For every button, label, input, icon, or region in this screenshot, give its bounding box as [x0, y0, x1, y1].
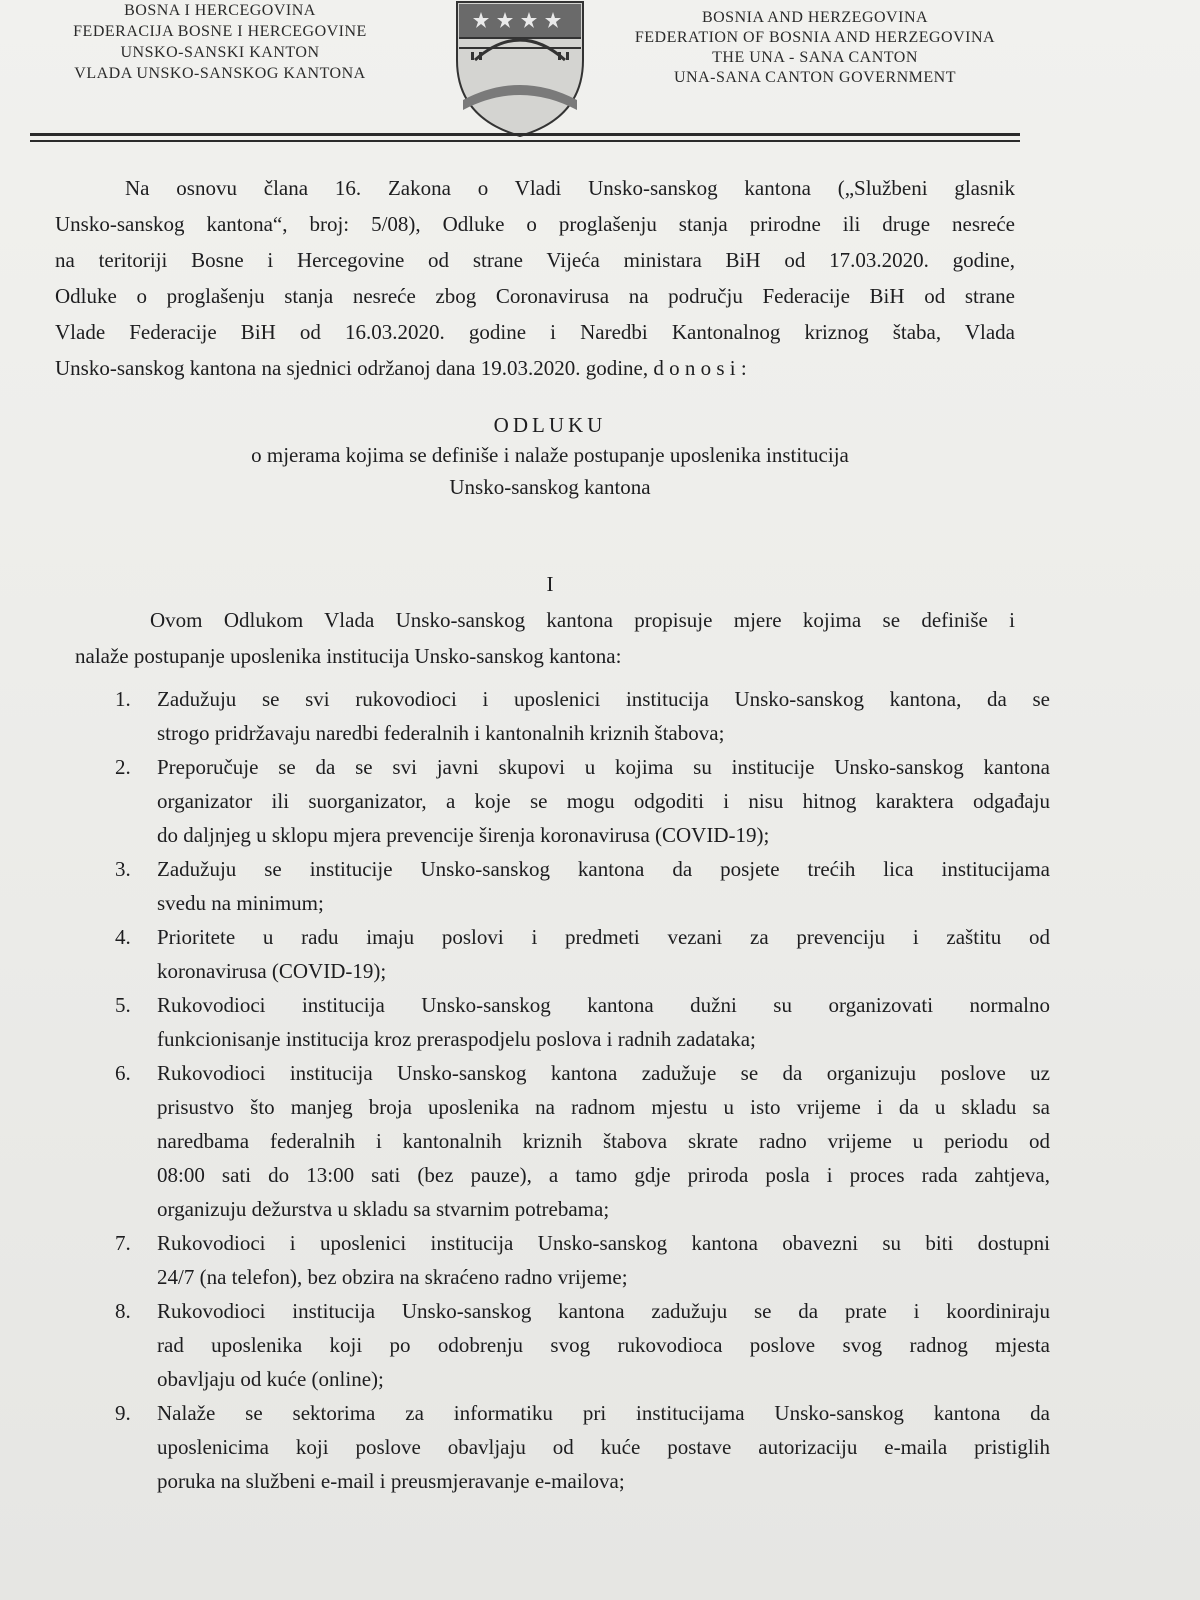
- measure-line: do daljnjeg u sklopu mjera prevencije širenja koronavirusa (COVID-19);: [157, 823, 770, 847]
- preamble: [55, 170, 1015, 386]
- measure-line: poruka na službeni e-mail i preusmjeravanje e-mailova;: [157, 1469, 625, 1493]
- header-left: [55, 0, 385, 84]
- measures-list: [115, 682, 1050, 1498]
- measure-item: [115, 1294, 1050, 1396]
- header-left-line: BOSNA I HERCEGOVINA: [124, 2, 316, 19]
- preamble-line: Unsko-sanskog kantona“, broj: 5/08), Odluke o proglašenju stanja prirodne ili druge nesreće: [55, 212, 1015, 236]
- measure-number: 6.: [115, 1061, 131, 1085]
- preamble-line: Odluke o proglašenju stanja nesreće zbog Coronavirusa na području Federacije BiH od strane: [55, 284, 1015, 308]
- measure-number: 1.: [115, 687, 131, 711]
- header-left-line: FEDERACIJA BOSNE I HERCEGOVINE: [73, 23, 367, 40]
- header-right-line: UNA-SANA CANTON GOVERNMENT: [673, 69, 957, 86]
- header-right: [620, 8, 1010, 88]
- section-intro-line: Ovom Odlukom Vlada Unsko-sanskog kantona propisuje mjere kojima se definiše i: [150, 608, 1015, 632]
- measure-number: 3.: [115, 857, 131, 881]
- header-left-line: UNSKO-SANSKI KANTON: [120, 44, 320, 61]
- decision-title: ODLUKU: [493, 413, 607, 437]
- preamble-line: Unsko-sanskog kantona na sjednici održanoj dana 19.03.2020. godine, d o n o s i :: [55, 356, 747, 380]
- measure-line: naredbama federalnih i kantonalnih kriznih štabova skrate radno vrijeme u periodu od: [157, 1129, 1050, 1153]
- preamble-line: Na osnovu člana 16. Zakona o Vladi Unsko-sanskog kantona („Službeni glasnik: [125, 176, 1015, 200]
- header-divider-thick: [30, 133, 1020, 136]
- measure-number: 5.: [115, 993, 131, 1017]
- decision-subtitle: Unsko-sanskog kantona: [449, 475, 651, 499]
- measure-line: 24/7 (na telefon), bez obzira na skraćeno radno vrijeme;: [157, 1265, 628, 1289]
- measure-line: obavljaju od kuće (online);: [157, 1367, 384, 1391]
- section-intro: [75, 602, 1015, 674]
- measure-line: Nalaže se sektorima za informatiku pri institucijama Unsko-sanskog kantona da: [157, 1401, 1050, 1425]
- measure-item: [115, 750, 1050, 852]
- measure-line: funkcionisanje institucija kroz preraspodjelu poslova i radnih zadataka;: [157, 1027, 756, 1051]
- header-divider-thin: [30, 140, 1020, 142]
- measure-line: Zadužuju se svi rukovodioci i uposlenici institucija Unsko-sanskog kantona, da se: [157, 687, 1050, 711]
- measure-number: 2.: [115, 755, 131, 779]
- measure-item: [115, 852, 1050, 920]
- measure-line: uposlenicima koji poslove obavljaju od kuće postave autorizaciju e-maila pristiglih: [157, 1435, 1050, 1459]
- measure-line: organizuju dežurstva u skladu sa stvarnim potrebama;: [157, 1197, 610, 1221]
- measure-line: svedu na minimum;: [157, 891, 324, 915]
- measure-line: Zadužuju se institucije Unsko-sanskog kantona da posjete trećih lica institucijama: [157, 857, 1050, 881]
- measure-line: 08:00 sati do 13:00 sati (bez pauze), a tamo gdje priroda posla i proces rada zahtjeva,: [157, 1163, 1050, 1187]
- decision-subtitle: o mjerama kojima se definiše i nalaže postupanje uposlenika institucija: [251, 443, 849, 467]
- preamble-line: na teritoriji Bosne i Hercegovine od strane Vijeća ministara BiH od 17.03.2020. godine,: [55, 248, 1015, 272]
- measure-number: 7.: [115, 1231, 131, 1255]
- measure-line: organizator ili suorganizator, a koje se mogu odgoditi i nisu hitnog karaktera odgađaju: [157, 789, 1050, 813]
- measure-item: [115, 1226, 1050, 1294]
- measure-number: 4.: [115, 925, 131, 949]
- measure-line: Rukovodioci institucija Unsko-sanskog kantona zadužuje se da organizuju poslove uz: [157, 1061, 1050, 1085]
- measure-item: [115, 682, 1050, 750]
- measure-number: 9.: [115, 1401, 131, 1425]
- measure-line: Prioritete u radu imaju poslovi i predmeti vezani za prevenciju i zaštitu od: [157, 925, 1050, 949]
- measure-line: Rukovodioci institucija Unsko-sanskog kantona dužni su organizovati normalno: [157, 993, 1050, 1017]
- measure-line: Rukovodioci institucija Unsko-sanskog kantona zadužuju se da prate i koordiniraju: [157, 1299, 1050, 1323]
- header-right-line: BOSNIA AND HERZEGOVINA: [701, 9, 929, 26]
- header-right-line: FEDERATION OF BOSNIA AND HERZEGOVINA: [634, 29, 996, 46]
- measure-item: [115, 988, 1050, 1056]
- measure-line: prisustvo što manjeg broja uposlenika na radnom mjestu u isto vrijeme i da u skladu sa: [157, 1095, 1050, 1119]
- measure-line: Preporučuje se da se svi javni skupovi u kojima su institucije Unsko-sanskog kantona: [157, 755, 1050, 779]
- measure-line: strogo pridržavaju naredbi federalnih i kantonalnih kriznih štabova;: [157, 721, 725, 745]
- preamble-line: Vlade Federacije BiH od 16.03.2020. godine i Naredbi Kantonalnog kriznog štaba, Vlada: [55, 320, 1015, 344]
- measure-item: [115, 920, 1050, 988]
- measure-number: 8.: [115, 1299, 131, 1323]
- header-left-line: VLADA UNSKO-SANSKOG KANTONA: [74, 65, 366, 82]
- measure-line: koronavirusa (COVID-19);: [157, 959, 387, 983]
- section-number: I: [546, 572, 554, 596]
- header-right-line: THE UNA - SANA CANTON: [712, 49, 918, 66]
- measure-line: rad uposlenika koji po odobrenju svog rukovodioca poslove svog radnog mjesta: [157, 1333, 1050, 1357]
- measure-item: [115, 1396, 1050, 1498]
- una-sana-canton-crest-icon: [455, 0, 585, 140]
- section-intro-line: nalaže postupanje uposlenika institucija Unsko-sanskog kantona:: [75, 644, 622, 668]
- measure-item: [115, 1056, 1050, 1226]
- measure-line: Rukovodioci i uposlenici institucija Unsko-sanskog kantona obavezni su biti dostupni: [157, 1231, 1050, 1255]
